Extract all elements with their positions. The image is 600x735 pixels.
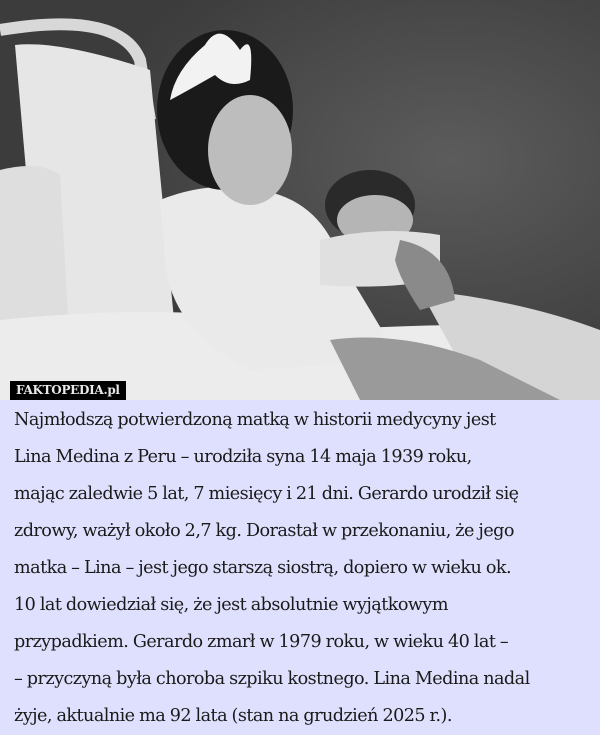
caption-line: żyje, aktualnie ma 92 lata (stan na grudzień 2025 r.). (14, 706, 452, 726)
caption-line: mając zaledwie 5 lat, 7 miesięcy i 21 dni. Gerardo urodził się (14, 484, 519, 504)
caption-line: – przyczyną była choroba szpiku kostnego. Lina Medina nadal (14, 669, 530, 689)
caption-text (14, 402, 594, 735)
caption-line: Lina Medina z Peru – urodziła syna 14 maja 1939 roku, (14, 447, 472, 467)
caption-line: Najmłodszą potwierdzoną matką w historii medycyny jest (14, 410, 496, 430)
caption-line: matka – Lina – jest jego starszą siostrą, dopiero w wieku ok. (14, 558, 512, 578)
watermark-label: FAKTOPEDIA.pl (10, 381, 126, 400)
caption-line: przypadkiem. Gerardo zmarł w 1979 roku, w wieku 40 lat – (14, 632, 509, 652)
caption-line: 10 lat dowiedział się, że jest absolutnie wyjątkowym (14, 595, 448, 615)
caption-line: zdrowy, ważył około 2,7 kg. Dorastał w przekonaniu, że jego (14, 521, 514, 541)
